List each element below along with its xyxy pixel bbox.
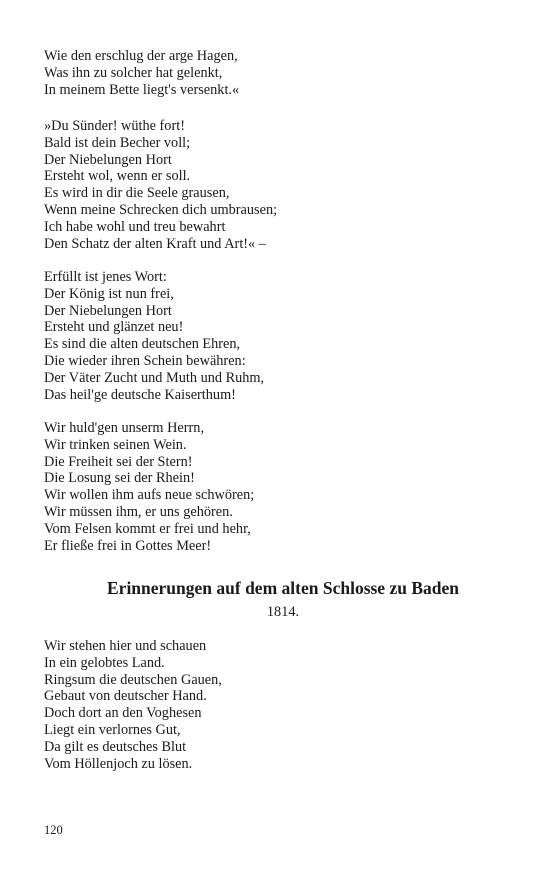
verse-line: Die wieder ihren Schein bewähren:: [44, 352, 246, 369]
verse-line: Es wird in dir die Seele grausen,: [44, 185, 230, 202]
verse-line: Wir stehen hier und schauen: [44, 638, 207, 654]
verse-line: In meinem Bette liegt's versenkt.«: [44, 81, 240, 98]
verse-line: Bald ist dein Becher voll;: [44, 134, 191, 151]
stanza-3: [44, 269, 514, 403]
verse-line: Den Schatz der alten Kraft und Art!« –: [44, 235, 266, 252]
poem-title: Erinnerungen auf dem alten Schlosse zu Baden: [107, 578, 459, 598]
verse-line: Wir müssen ihm, er uns gehören.: [44, 503, 233, 520]
verse-line: Wir huld'gen unserm Herrn,: [44, 420, 205, 436]
verse-line: Ersteht und glänzet neu!: [44, 319, 184, 336]
verse-line: Wir wollen ihm aufs neue schwören;: [44, 487, 255, 504]
verse-line: Ringsum die deutschen Gauen,: [44, 671, 222, 688]
stanza-5: [44, 638, 514, 772]
verse-line: Der Väter Zucht und Muth und Ruhm,: [44, 369, 265, 386]
verse-line: Die Losung sei der Rhein!: [44, 470, 195, 487]
stanza-2: [44, 118, 514, 252]
stanza-1: [44, 48, 514, 98]
verse-line: Die Freiheit sei der Stern!: [44, 453, 193, 470]
verse-line: Erfüllt ist jenes Wort:: [44, 269, 167, 285]
verse-line: Wie den erschlug der arge Hagen,: [44, 48, 238, 64]
verse-line: Gebaut von deutscher Hand.: [44, 688, 207, 705]
verse-line: Ersteht wol, wenn er soll.: [44, 168, 191, 185]
verse-line: Wenn meine Schrecken dich umbrausen;: [44, 201, 278, 218]
verse-line: Liegt ein verlornes Gut,: [44, 721, 181, 738]
verse-line: Wir trinken seinen Wein.: [44, 436, 187, 453]
verse-line: Das heil'ge deutsche Kaiserthum!: [44, 386, 236, 403]
verse-line: Der Niebelungen Hort: [44, 302, 172, 319]
verse-line: In ein gelobtes Land.: [44, 654, 165, 671]
verse-line: Vom Felsen kommt er frei und hehr,: [44, 520, 251, 537]
stanza-4: [44, 420, 514, 554]
verse-line: Es sind die alten deutschen Ehren,: [44, 336, 241, 353]
verse-line: Vom Höllenjoch zu lösen.: [44, 755, 193, 772]
verse-line: Was ihn zu solcher hat gelenkt,: [44, 64, 223, 81]
page-number: 120: [44, 823, 63, 837]
verse-line: Doch dort an den Voghesen: [44, 705, 202, 722]
verse-line: Da gilt es deutsches Blut: [44, 738, 187, 755]
verse-line: Der Niebelungen Hort: [44, 151, 172, 168]
verse-line: Der König ist nun frei,: [44, 285, 174, 302]
verse-line: Ich habe wohl und treu bewahrt: [44, 218, 226, 235]
verse-line: Er fließe frei in Gottes Meer!: [44, 537, 212, 554]
poem-year: 1814.: [266, 604, 300, 620]
verse-line: »Du Sünder! wüthe fort!: [44, 118, 185, 134]
